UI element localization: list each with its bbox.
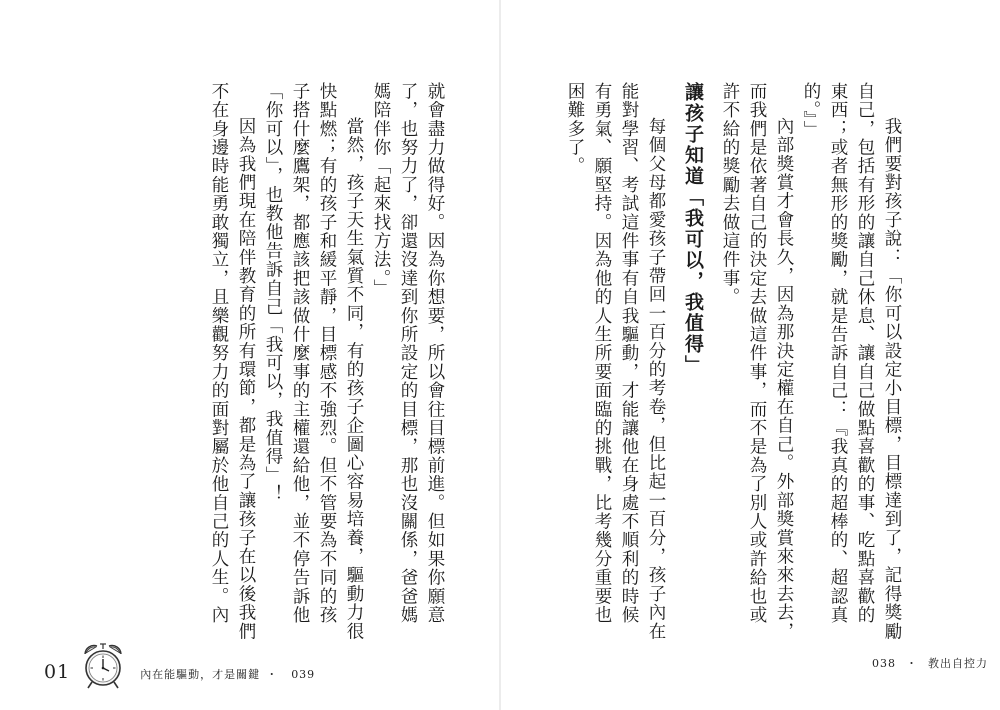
running-title: 內在能驅動，才是關鍵 — [140, 668, 261, 681]
paragraph: 因為我們現在陪伴教育的所有環節，都是為了讓孩子在以後我們不在身邊時能勇敢獨立，且樂觀努力的面對屬於他自己的人生。內 — [209, 82, 256, 641]
alarm-clock-icon — [78, 640, 128, 692]
right-page-text — [560, 82, 905, 642]
paragraph — [560, 82, 561, 642]
page-number: 039 — [291, 667, 316, 681]
right-page — [501, 0, 1000, 710]
left-page-footer — [44, 640, 315, 692]
right-page-footer — [872, 655, 988, 671]
book-gutter — [499, 0, 501, 710]
paragraph: 內部獎賞才會長久，因為那決定權在自己。外部獎賞來來去去，而我們是依著自己的決定去做這件事，而不是為了別人或許給也或許不給的獎勵去做這件事。 — [720, 82, 794, 641]
chapter-number: 01 — [44, 661, 71, 683]
paragraph: 就會盡力做得好。因為你想要，所以會往目標前進。但如果你願意了，也努力了，卻還沒達到你所設定的目標，那也沒關係，爸爸媽媽陪伴你「起來找方法。」 — [371, 82, 445, 625]
paragraph: 每個父母都愛孩子帶回一百分的考卷，但比起一百分，孩子內在能對學習、考試這件事有自我驅動，才能讓他在身處不順利的時候有勇氣、願堅持。因為他的人生所要面臨的挑戰，比考幾分重要也困難多了。 — [565, 82, 666, 641]
left-page — [0, 0, 499, 710]
section-heading: 讓孩子知道「我可以，我值得」 — [682, 82, 704, 376]
page-number: 038 — [872, 656, 896, 670]
paragraph: 當然，孩子天生氣質不同，有的孩子企圖心容易培養，驅動力很快點燃；有的孩子和緩平靜，目標感不強烈。但不管要為不同的孩子搭什麼鷹架，都應該把該做什麼事的主權還給他，並不停告訴他「你可以」，也教他告訴自己「我可以，我值得」！ — [263, 82, 364, 641]
footer-separator: ・ — [906, 657, 918, 670]
paragraph: 我們要對孩子說：「你可以設定小目標，目標達到了，記得獎勵自己，包括有形的讓自己休息、讓自己做點喜歡的事、吃點喜歡的東西；或者無形的獎勵，就是告訴自己：『我真的超棒的、超認真的。』」 — [801, 82, 902, 641]
left-page-text — [203, 82, 448, 642]
running-title: 教出自控力 — [928, 657, 988, 670]
footer-separator: ・ — [266, 668, 278, 681]
